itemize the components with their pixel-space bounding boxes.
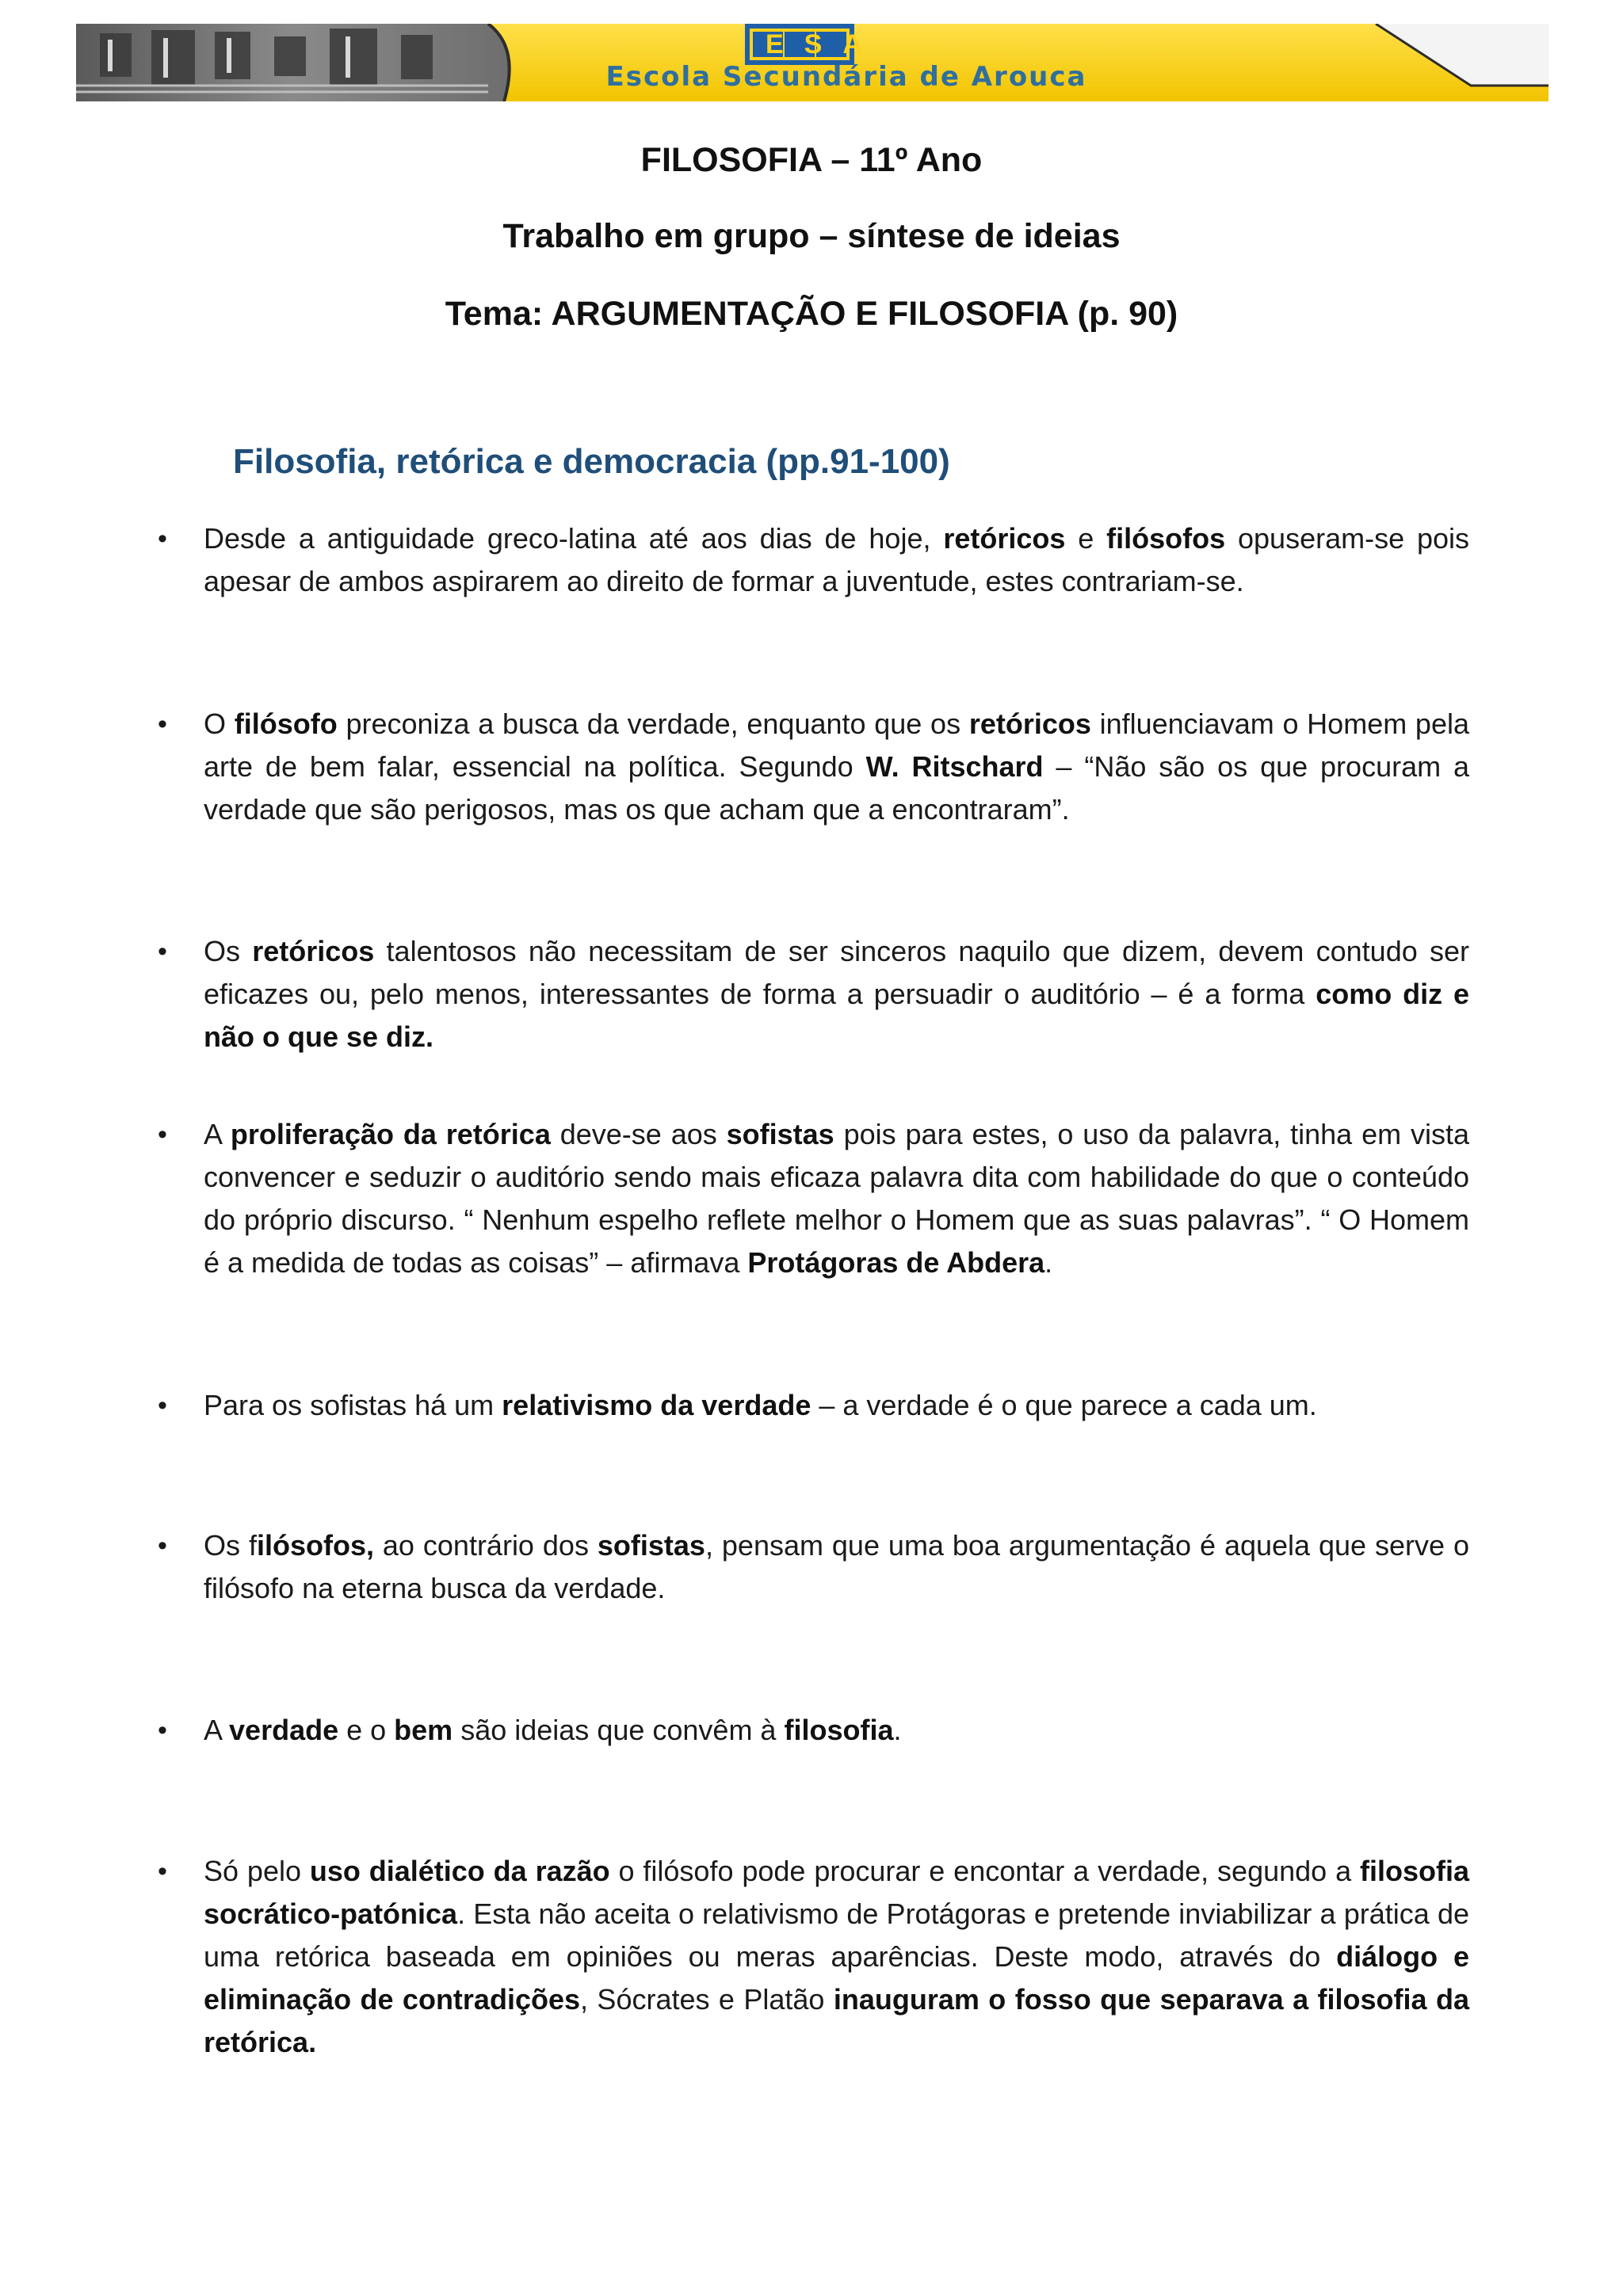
text-run: preconiza a busca da verdade, enquanto que os — [337, 707, 969, 740]
text-run: Os f — [204, 1529, 257, 1562]
bold-text: retóricos — [943, 522, 1066, 555]
doc-subtitle: Trabalho em grupo – síntese de ideias — [502, 217, 1121, 255]
bullet-item — [158, 1524, 1469, 1610]
bullet-item — [158, 930, 1470, 1058]
text-run: Só pelo — [204, 1855, 310, 1887]
text-run: . Esta não aceita o relativismo de Protágoras e pretende inviabilizar a prática de uma retórica baseada em opiniões ou meras aparências. Deste modo, através do — [204, 1897, 1469, 1973]
bold-text: ilósofos, — [256, 1529, 374, 1562]
bold-text: verdade — [229, 1714, 339, 1746]
text-run: influenciavam o Homem pela arte de bem falar, essencial na política. Segundo — [204, 707, 1469, 783]
bullet-text — [204, 930, 1469, 1058]
bold-text: proliferação da retórica — [230, 1118, 551, 1150]
text-run: , Sócrates e Platão — [580, 1983, 834, 2016]
bold-text: filosofia — [784, 1714, 894, 1746]
bullet-dot: • — [158, 936, 167, 967]
text-run: – a verdade é o que parece a cada um. — [811, 1389, 1317, 1421]
text-run: O — [204, 707, 235, 740]
bullet-dot: • — [158, 1715, 167, 1745]
logo-text: ESA — [766, 29, 883, 59]
bold-text: bem — [394, 1714, 453, 1746]
text-run: deve-se aos — [550, 1118, 727, 1150]
text-run: Os — [204, 935, 253, 967]
bold-text: diálogo e eliminação de contradições — [204, 1940, 1470, 2016]
bold-text: relativismo da verdade — [502, 1389, 812, 1421]
bullet-item — [158, 1709, 1469, 1752]
bullet-text — [204, 1709, 1469, 1752]
bold-text: sofistas — [726, 1118, 834, 1150]
text-run: A — [204, 1714, 230, 1746]
bullet-item — [158, 1113, 1470, 1284]
bullet-text — [204, 1384, 1469, 1427]
school-name: Escola Secundária de Arouca — [605, 62, 1087, 92]
text-run: Para os sofistas há um — [204, 1389, 502, 1421]
bold-text: inauguram o fosso que separava a filosofia da retórica. — [204, 1983, 1469, 2058]
bold-text: filósofo — [234, 707, 338, 740]
bullet-text — [204, 517, 1469, 603]
text-run: pois para estes, o uso da palavra, tinha em vista convencer e seduzir o auditório sendo mais eficaza palavra dita com habilidade do que o conteúdo do próprio discurso. “ Nenhum espelho reflete melhor o Homem que as suas palavras”. “ O Homem é a medida de todas as coisas” – afirmava — [204, 1118, 1470, 1279]
bold-text: filosofia socrático-patónica — [204, 1855, 1469, 1930]
school-logo — [745, 24, 883, 65]
bullet-dot: • — [158, 1531, 167, 1561]
text-run: opuseram-se pois apesar de ambos aspirarem ao direito de formar a juventude, estes contrariam-se. — [204, 522, 1469, 597]
text-run: . — [1044, 1246, 1053, 1279]
bullet-item — [158, 703, 1469, 831]
bold-text: retóricos — [968, 707, 1091, 740]
text-run: e — [1065, 522, 1107, 555]
bold-text: uso dialético da razão — [309, 1855, 610, 1887]
text-run: . — [893, 1714, 902, 1746]
text-run: A — [204, 1118, 231, 1150]
text-run: , pensam que uma boa argumentação é aquela que serve o filósofo na eterna busca da verdade. — [204, 1529, 1469, 1604]
bullet-item — [158, 1850, 1470, 2064]
bold-text: W. Ritschard — [865, 750, 1044, 783]
text-run: o filósofo pode procurar e encontar a verdade, segundo a — [609, 1855, 1360, 1887]
text-run: e o — [338, 1714, 395, 1746]
bullet-text — [204, 1850, 1469, 2064]
bullet-dot: • — [158, 524, 167, 554]
text-run: são ideias que convêm à — [453, 1714, 785, 1746]
bullet-item — [158, 517, 1469, 603]
text-run: Desde a antiguidade greco-latina até aos dias de hoje, — [204, 522, 944, 555]
bullet-text — [204, 703, 1469, 831]
text-run: – “Não são os que procuram a verdade que são perigosos, mas os que acham que a encontraram”. — [204, 750, 1469, 826]
bullet-item — [158, 1384, 1469, 1427]
bold-text: Protágoras de Abdera — [747, 1246, 1045, 1279]
bullet-dot: • — [158, 1390, 167, 1421]
bold-text: sofistas — [597, 1529, 705, 1562]
bullet-dot: • — [158, 1856, 167, 1886]
bold-text: como diz e não o que se diz. — [204, 978, 1470, 1053]
doc-theme: Tema: ARGUMENTAÇÃO E FILOSOFIA (p. 90) — [445, 295, 1178, 333]
doc-title: FILOSOFIA – 11º Ano — [640, 141, 983, 179]
bullet-text — [204, 1524, 1469, 1610]
text-run: talentosos não necessitam de ser sinceros naquilo que dizem, devem contudo ser eficazes ou, pelo menos, interessantes de forma a persuadir o auditório – é a forma — [204, 935, 1469, 1010]
section-heading: Filosofia, retórica e democracia (pp.91-100) — [233, 442, 950, 481]
text-run: ao contrário dos — [373, 1529, 598, 1562]
bullet-dot: • — [158, 1119, 167, 1150]
bullet-text — [204, 1113, 1469, 1284]
bold-text: retóricos — [252, 935, 375, 967]
bold-text: filósofos — [1106, 522, 1226, 555]
bullet-dot: • — [158, 709, 167, 739]
